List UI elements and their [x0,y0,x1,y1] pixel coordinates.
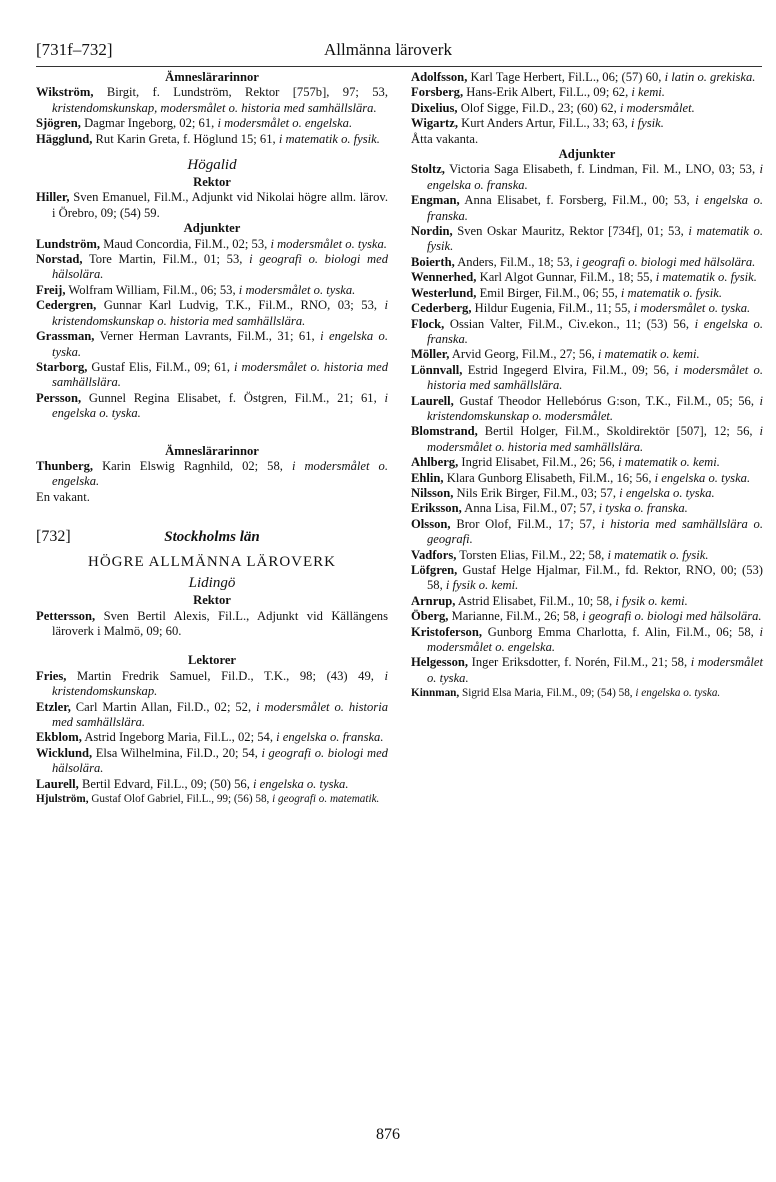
list-item [411,70,763,85]
entry-name: Engman, [411,193,460,208]
list-item [36,730,388,745]
entry-name: Starborg, [36,359,88,374]
entry-details: Inger Eriksdotter, f. Norén, Fil.M., 21; 58, [471,655,688,670]
entry-subjects: i historia med samhällslära o. geografi. [427,516,763,547]
list-item [36,190,388,221]
entry-name: Hägglund, [36,131,93,146]
entry-subjects: i engelska o. tyska. [654,470,751,485]
entry-name: Möller, [411,347,450,362]
entry-subjects: i geografi o. biologi med hälsolära. [575,254,756,269]
entry-subjects: i modersmålet o. tyska. [633,301,751,316]
entry-details: Maud Concordia, Fil.M., 02; 53, [103,236,268,251]
entry-details: Marianne, Fil.M., 26; 58, [451,609,579,624]
subheading-adjunkter: Adjunkter [558,147,616,162]
school-name-lidingo: Lidingö [188,575,236,592]
subheading-amneslararinnor: Ämneslärarinnor [165,443,259,458]
entry-subjects: i kristendomskunskap o. modersmålet. [427,393,763,423]
entry-details: Elsa Wilhelmina, Fil.D., 20; 54, [95,745,258,760]
entry-details: Emil Birger, Fil.M., 06; 55, [479,285,618,300]
entry-subjects: i modersmålet o. historia med samhällslära. [427,424,763,454]
entry-name: Kinnman, [411,687,460,700]
entry-name: Öberg, [411,609,449,624]
entry-details: Birgit, f. Lundström, Rektor [757b], 97; 53, [106,85,388,100]
entry-subjects: i engelska o. tyska. [253,776,349,791]
entry-details: Olof Sigge, Fil.D., 23; (60) 62, [460,100,617,115]
entry-subjects: i engelska o. franska. [427,193,763,223]
list-item [411,270,763,285]
entry-details: Sven Oskar Mauritz, Rektor [734f], 01; 53, [457,224,684,239]
caps-heading: HÖGRE ALLMÄNNA LÄROVERK [88,554,336,571]
entry-subjects: i fysik o. kemi. [445,578,519,593]
entry-subjects: i matematik o. fysik. [278,131,380,146]
entry-details: Ingrid Elisabet, Fil.M., 26; 56, [461,455,615,470]
entry-name: Pettersson, [36,608,96,623]
entry-subjects: i modersmålet o. engelska. [217,116,353,131]
list-item [36,777,388,792]
entry-details: Kurt Anders Artur, Fil.L., 33; 63, [461,116,628,131]
entry-details: Bror Olof, Fil.M., 17; 57, [456,516,596,531]
header-rule [36,66,762,67]
entry-name: Persson, [36,390,82,405]
entry-name: Nordin, [411,224,453,239]
list-item [36,792,388,807]
entry-subjects: i geografi o. biologi med hälsolära. [52,252,388,282]
entry-name: Helgesson, [411,655,469,670]
entry-subjects: i matematik o. fysik. [427,224,763,254]
entry-details: Bertil Holger, Fil.M., Skoldirektör [507], 12; 56, [484,424,753,439]
list-item [411,424,763,455]
subheading-rektor: Rektor [193,175,231,190]
entry-subjects: i modersmålet o. tyska. [238,282,356,297]
entry-subjects: i geografi o. biologi med hälsolära. [52,745,388,776]
entry-details: Wolfram William, Fil.M., 06; 53, [68,282,236,297]
list-item [411,85,763,100]
entry-details: Ossian Valter, Fil.M., Civ.ekon., 11; (53) 56, [449,316,689,331]
list-item [411,162,763,193]
entry-details: Dagmar Ingeborg, 02; 61, [84,116,215,131]
entry-subjects: i modersmålet. [619,100,695,115]
entry-name: Thunberg, [36,458,94,473]
list-item [411,548,763,563]
list-item [411,517,763,548]
entry-subjects: i engelska o. tyska. [619,485,715,500]
list-item [36,391,388,422]
subheading-adjunkter: Adjunkter [183,221,241,236]
entry-name: Hiller, [36,190,70,205]
entry-name: Kristoferson, [411,624,482,639]
entry-name: Boierth, [411,254,455,269]
entry-details: Gustaf Olof Gabriel, Fil.L., 99; (56) 58, [91,793,270,806]
page-number: 876 [376,1126,400,1143]
entry-subjects: i modersmålet o. tyska. [270,236,387,251]
entry-subjects: i modersmålet o. historia med samhällslära. [427,362,763,393]
entry-details: Tore Martin, Fil.M., 01; 53, [88,252,243,267]
entry-details: Sigrid Elsa Maria, Fil.M., 09; (54) 58, [461,687,633,700]
list-item [411,594,763,609]
vacancy-note: Åtta vakanta. [411,131,479,146]
entry-list [411,162,763,686]
entry-name: Eriksson, [411,501,462,516]
entry-name: Flock, [411,316,445,331]
list-item [411,347,763,362]
entry-name: Cederberg, [411,301,472,316]
entry-subjects: kristendomskunskap, modersmålet o. historia med samhällslära. [52,100,377,115]
entry-subjects: i modersmålet o. engelska. [427,624,763,655]
vacancy-note: En vakant. [36,489,90,504]
entry-name: Laurell, [411,393,454,408]
entry-subjects: i matematik o. fysik. [607,547,709,562]
entry-details: Gunborg Emma Charlotta, f. Alin, Fil.M., 06; 58, [487,624,754,639]
entry-list [36,669,388,792]
subheading-rektor: Rektor [193,593,231,608]
entry-name: Lönnvall, [411,362,463,377]
entry-name: Forsberg, [411,85,464,100]
entry-list [36,190,388,221]
list-item [36,132,388,147]
entry-name: Olsson, [411,516,451,531]
entry-subjects: i modersmålet o. historia med samhällslära. [52,699,389,729]
running-header [0,40,776,66]
list-item [411,486,763,501]
entry-subjects: i tyska o. franska. [598,501,688,516]
entry-details: Gunnar Karl Ludvig, T.K., Fil.M., RNO, 03; 53, [103,298,378,313]
entry-subjects: i matematik o. kemi. [597,347,700,362]
subheading-lektorer: Lektorer [187,653,237,668]
list-item [411,501,763,516]
entry-list [411,686,763,701]
entry-name: Sjögren, [36,116,81,131]
list-item [36,283,388,298]
entry-name: Ehlin, [411,470,444,485]
list-item [36,459,388,490]
entry-details: Karl Tage Herbert, Fil.L., 06; (57) 60, [470,70,662,84]
entry-name: Laurell, [36,776,79,791]
left-column [36,70,388,807]
list-item [36,116,388,131]
list-item [36,609,388,640]
entry-details: Gustaf Elis, Fil.M., 09; 61, [91,359,231,374]
entry-list [36,459,388,490]
list-item [36,360,388,391]
entry-list [36,609,388,640]
entry-details: Victoria Saga Elisabeth, f. Lindman, Fil. M., LNO, 03; 53, [449,162,756,177]
list-item [411,609,763,624]
entry-name: Dixelius, [411,100,458,115]
list-item [411,686,763,701]
entry-name: Stoltz, [411,162,445,177]
entry-name: Freij, [36,282,66,297]
entry-details: Nils Erik Birger, Fil.M., 03; 57, [456,485,617,500]
entry-name: Nilsson, [411,485,454,500]
entry-details: Bertil Edvard, Fil.L., 09; (50) 56, [81,776,250,791]
entry-name: Wikström, [36,85,94,100]
entry-details: Martin Fredrik Samuel, Fil.D., T.K., 98; (43) 49, [77,668,374,683]
entry-subjects: i latin o. grekiska. [664,70,756,84]
entry-subjects: i kristendomskunskap o. historia med samhällslära. [52,298,388,328]
entry-name: Cedergren, [36,298,97,313]
list-item [36,237,388,252]
entry-details: Hildur Eugenia, Fil.M., 11; 55, [474,301,631,316]
entry-subjects: i fysik o. kemi. [615,593,688,608]
entry-details: Karin Elswig Ragnhild, 02; 58, [102,458,283,473]
entry-details: Gunnel Regina Elisabet, f. Östgren, Fil.M., 21; 61, [88,390,377,405]
entry-subjects: i engelska o. tyska. [52,390,389,421]
list-item [36,669,388,700]
list-item [411,394,763,425]
entry-list [36,792,388,807]
entry-name: Fries, [36,668,67,683]
entry-name: Westerlund, [411,285,477,300]
entry-details: Sven Bertil Alexis, Fil.L., Adjunkt vid Källängens läroverk i Malmö, 09; 60. [52,608,388,638]
entry-subjects: i engelska o. franska. [276,730,384,745]
school-name-hogalid: Högalid [187,157,237,174]
subheading-amneslararinnor: Ämneslärarinnor [165,70,259,84]
entry-list [411,70,763,132]
section-heading [36,527,388,551]
entry-name: Vadfors, [411,547,457,562]
entry-details: Astrid Elisabet, Fil.M., 10; 58, [457,593,613,608]
list-item [36,746,388,777]
entry-subjects: i matematik o. fysik. [655,270,757,285]
entry-name: Wennerhed, [411,270,477,285]
entry-name: Grassman, [36,329,95,344]
entry-subjects: i engelska o. tyska. [52,329,389,359]
entry-name: Hjulström, [36,793,89,806]
entry-subjects: i geografi o. biologi med hälsolära. [582,609,762,624]
entry-name: Ekblom, [36,730,82,745]
entry-details: Rut Karin Greta, f. Höglund 15; 61, [95,131,276,146]
list-item [411,317,763,348]
entry-details: Sven Emanuel, Fil.M., Adjunkt vid Nikolai högre allm. lärov. i Örebro, 09; (54) 59. [52,190,389,220]
entry-subjects: i modersmålet o. tyska. [427,655,763,685]
entry-subjects: i matematik o. fysik. [620,285,722,300]
entry-name: Lundström, [36,236,101,251]
entry-name: Blomstrand, [411,424,478,439]
entry-name: Ahlberg, [411,455,459,470]
entry-subjects: i fysik. [631,116,664,131]
entry-subjects: i modersmålet o. engelska. [52,458,388,489]
entry-name: Norstad, [36,252,83,267]
entry-subjects: i kristendomskunskap. [52,668,389,699]
list-item [411,116,763,131]
header-section-ref: [731f–732] [36,40,113,59]
entry-details: Verner Herman Lavrants, Fil.M., 31; 61, [99,329,315,344]
entry-subjects: i engelska o. tyska. [635,687,721,700]
list-item [411,625,763,656]
list-item [411,224,763,255]
list-item [411,363,763,394]
list-item [411,655,763,686]
entry-subjects: i engelska o. franska. [427,316,763,346]
entry-details: Estrid Ingegerd Elvira, Fil.M., 09; 56, [467,362,670,377]
list-item [411,286,763,301]
list-item [411,563,763,594]
entry-details: Astrid Ingeborg Maria, Fil.L., 02; 54, [84,730,273,745]
list-item [411,101,763,116]
list-item [36,700,388,731]
entry-details: Gustaf Theodor Hellebórus G:son, T.K., Fil.M., 05; 56, [459,393,754,408]
entry-subjects: i engelska o. franska. [427,162,764,192]
entry-subjects: i kemi. [631,85,665,100]
list-item [411,193,763,224]
entry-details: Gustaf Helge Hjalmar, Fil.M., fd. Rektor, RNO, 00; (53) 58, [427,563,763,593]
entry-details: Anna Lisa, Fil.M., 07; 57, [464,501,596,516]
entry-name: Wicklund, [36,745,93,760]
list-item [36,85,388,116]
entry-subjects: i matematik o. kemi. [618,455,720,470]
entry-list [36,237,388,422]
entry-name: Löfgren, [411,563,458,577]
list-item [411,301,763,316]
header-title: Allmänna läroverk [324,40,452,59]
entry-name: Adolfsson, [411,70,468,84]
list-item [36,252,388,283]
entry-details: Hans-Erik Albert, Fil.L., 09; 62, [466,85,629,100]
right-column [411,70,763,702]
entry-details: Anders, Fil.M., 18; 53, [457,254,573,269]
list-item [411,255,763,270]
list-item [36,298,388,329]
entry-details: Arvid Georg, Fil.M., 27; 56, [451,347,595,362]
section-title: Stockholms län [164,529,260,546]
entry-list [36,85,388,147]
section-number: [732] [36,528,71,546]
list-item [411,471,763,486]
entry-name: Arnrup, [411,593,456,608]
entry-details: Torsten Elias, Fil.M., 22; 58, [459,547,605,562]
entry-name: Wigartz, [411,116,458,131]
entry-name: Etzler, [36,699,71,714]
entry-details: Carl Martin Allan, Fil.D., 02; 52, [75,699,252,714]
entry-subjects: i geografi o. matematik. [272,793,380,806]
entry-details: Karl Algot Gunnar, Fil.M., 18; 55, [479,270,653,285]
entry-details: Klara Gunborg Elisabeth, Fil.M., 16; 56, [446,470,652,485]
list-item [36,329,388,360]
list-item [411,455,763,470]
entry-details: Anna Elisabet, f. Forsberg, Fil.M., 00; 53, [464,193,690,208]
entry-subjects: i modersmålet o. historia med samhällslära. [52,359,389,390]
